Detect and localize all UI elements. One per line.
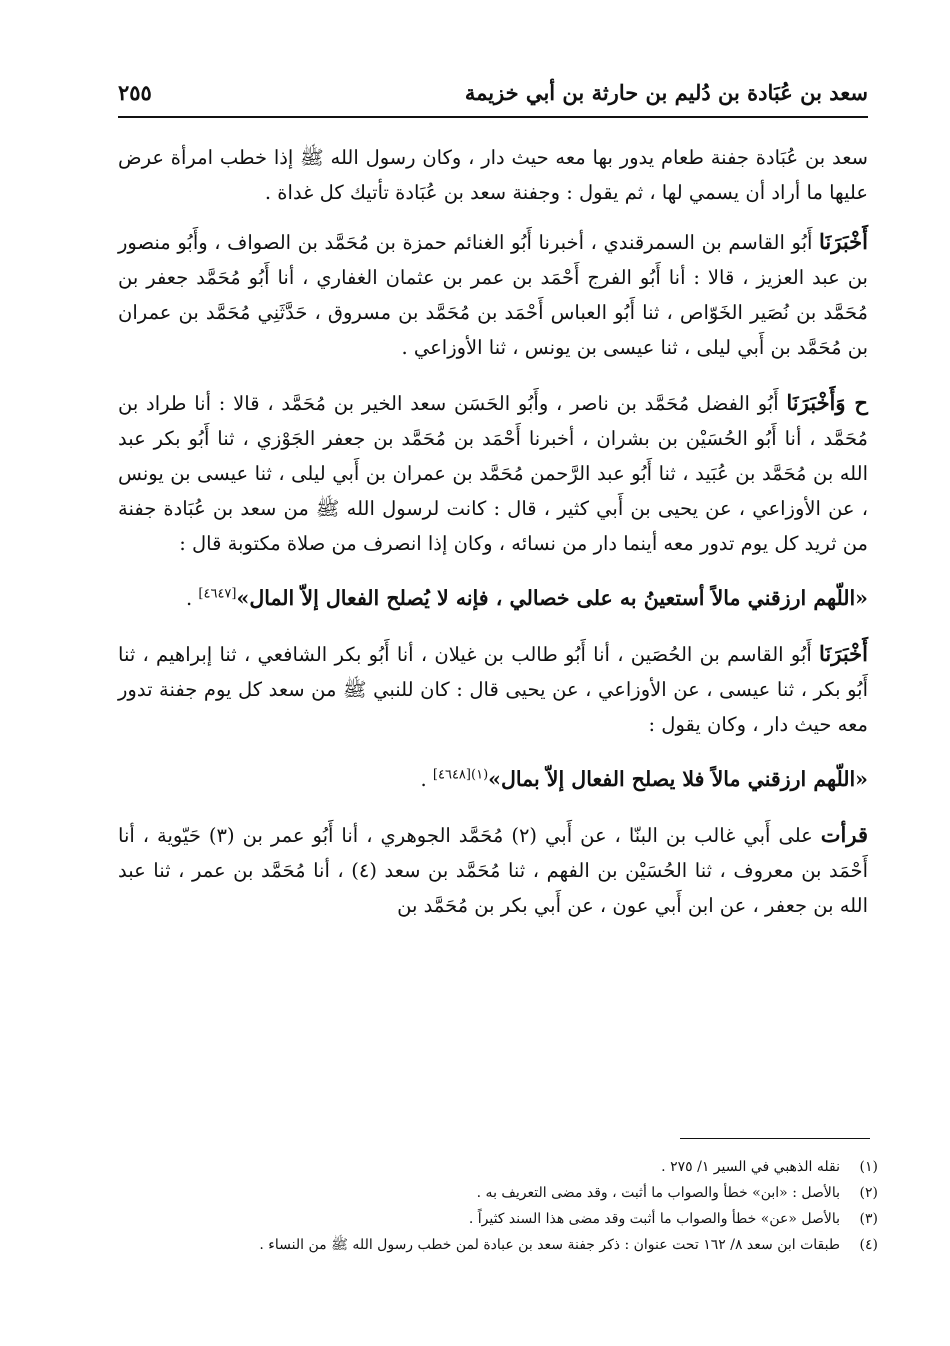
footnote-rule [680,1138,870,1139]
running-title: سعد بن عُبَادة بن دُليم بن حارثة بن أبي خزيمة [464,80,868,105]
paragraph-lead: ح وَأَخْبَرَنَا [786,390,868,415]
footnote-4 [118,1232,878,1258]
footnote-3 [118,1206,878,1232]
footnotes [118,1154,878,1258]
paragraph-text: أَبُو القاسم بن الحُصَين ، أنا أَبُو طالب بن غيلان ، أنا أَبُو بكر الشافعي ، ثنا إبراهيم ، ثنا أَبُو بكر ، ثنا عيسى ، عن الأوزاعي ، عن يحيى قال : كان للنبي ﷺ من سعد كل يوم جفنة تدور معه حيث دار ، وكان يقول : [118,643,868,736]
prayer-text: «اللّهم ارزقني مالاً أستعينُ به على خصالي ، فإنه لا يُصلح الفعال إلاّ المال» [236,586,868,610]
footnote-number: (٤) [859,1237,878,1253]
footnote-text: نقله الذهبي في السير ١/ ٢٧٥ . [661,1159,840,1175]
footnote-number: (٢) [859,1185,878,1201]
hadith-number: (١)[٤٦٤٨] [432,767,489,783]
footnote-text: طبقات ابن سعد ٨/ ١٦٢ تحت عنوان : ذكر جفنة سعد بن عبادة لمن خطب رسول الله ﷺ من النساء . [259,1237,840,1253]
footnote-1 [118,1154,878,1180]
paragraph-lead: قرأت [820,822,869,847]
hadith-number: [٤٦٤٧] [198,586,237,602]
paragraph-text: على أَبي غالب بن البنّا ، عن أَبي (٢) مُحَمَّد الجوهري ، أنا أَبُو عمر بن (٣) حَيّوية ، أنا أَحْمَد بن معروف ، ثنا الحُسَيْن بن الفهم ، ثنا مُحَمَّد بن سعد (٤) ، أنا مُحَمَّد بن عمر ، ثنا عبد الله بن جعفر ، عن ابن أَبي عون ، عن أَبي بكر بن مُحَمَّد بن [118,824,868,917]
paragraph-5 [118,636,868,742]
footnote-number: (٣) [859,1211,878,1227]
main-text [118,140,868,943]
paragraph-1 [118,140,868,210]
footnote-number: (١) [859,1159,878,1175]
paragraph-text: . [186,587,199,610]
footnote-2 [118,1180,878,1206]
paragraph-2 [118,224,868,365]
header-rule [118,116,868,118]
footnote-text: بالأصل «عن» خطأ والصواب ما أثبت وقد مضى هذا السند كثيراً . [468,1211,840,1227]
paragraph-4 [118,581,868,616]
prayer-text: «اللّهم ارزقني مالاً فلا يصلح الفعال إلاّ بمال» [488,767,868,791]
paragraph-text: . [420,768,433,791]
paragraph-text: سعد بن عُبَادة جفنة طعام يدور بها معه حيث دار ، وكان رسول الله ﷺ إذا خطب امرأة عرض عليها ما أراد أن يسمي لها ، ثم يقول : وجفنة سعد بن عُبَادة تأتيك كل غداة . [118,146,868,204]
paragraph-lead: أَخْبَرَنَا [819,229,868,254]
paragraph-text: أَبُو الفضل مُحَمَّد بن ناصر ، وأَبُو الحَسَن سعد الخير بن مُحَمَّد ، قالا : أنا طراد بن مُحَمَّد ، أنا أَبُو الحُسَيْن بن بشران ، أخبرنا أَحْمَد بن مُحَمَّد بن جعفر الجَوْزي ، ثنا أَبُو بكر عبد الله بن مُحَمَّد بن عُبَيد ، ثنا أَبُو عبد الرَّحمن مُحَمَّد بن عمران بن أَبي ليلى ، ثنا عيسى بن يونس ، عن الأوزاعي ، عن يحيى بن أَبي كثير ، قال : كانت لرسول الله ﷺ من سعد بن عُبَادة جفنة من ثريد كل يوم تدور معه أينما دار من نسائه ، وكان إذا انصرف من صلاة مكتوبة قال : [118,392,868,555]
paragraph-text: أَبُو القاسم بن السمرقندي ، أخبرنا أَبُو الغنائم حمزة بن مُحَمَّد بن الصواف ، وأَبُو منصور بن عبد العزيز ، قالا : أنا أَبُو الفرج أَحْمَد بن عمر بن عثمان الغفاري ، أنا أَبُو مُحَمَّد جعفر بن مُحَمَّد بن نُصَير الخَوّاص ، ثنا أَبُو العباس أَحْمَد بن مُحَمَّد بن مسروق ، حَدَّثَنِي مُحَمَّد بن عمران بن مُحَمَّد بن أَبي ليلى ، ثنا عيسى بن يونس ، ثنا الأوزاعي . [118,231,868,359]
paragraph-6 [118,762,868,797]
paragraph-7 [118,817,868,923]
paragraph-lead: أَخْبَرَنَا [819,641,868,666]
footnote-text: بالأصل : «ابن» خطأ والصواب ما أثبت ، وقد مضى التعريف به . [476,1185,840,1201]
page-header [118,76,868,116]
page-number: ٢٥٥ [118,80,152,105]
paragraph-3 [118,385,868,561]
